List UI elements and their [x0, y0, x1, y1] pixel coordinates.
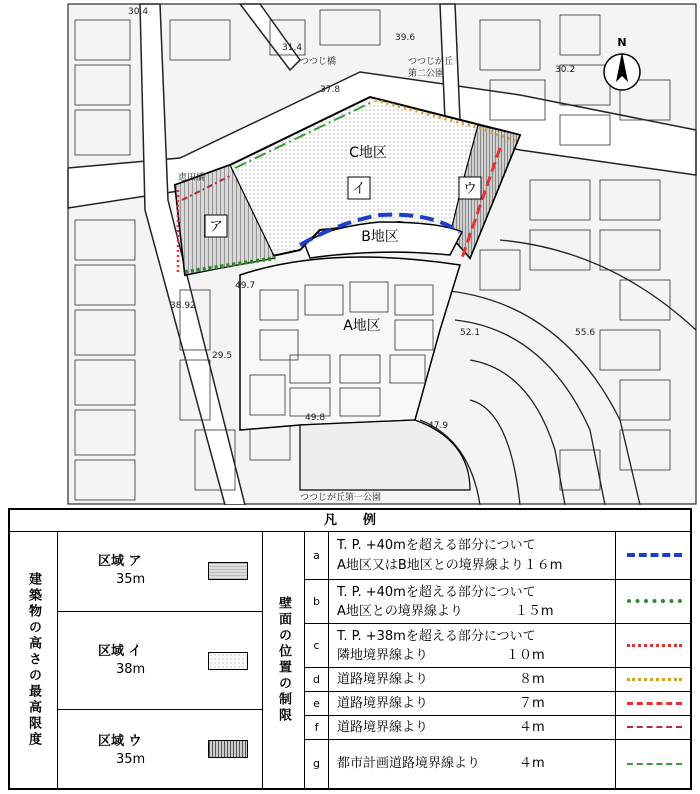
- rule-row: [305, 624, 690, 668]
- map-label: 55.6: [575, 328, 596, 338]
- rule-row: [305, 532, 690, 580]
- rule-key: g: [305, 740, 329, 788]
- zone-height: 35m: [116, 752, 146, 767]
- map-label: 37.8: [320, 85, 341, 95]
- c-district-label: C地区: [349, 145, 387, 161]
- map-label: 38.92: [170, 301, 196, 311]
- line-f-sample: [627, 726, 682, 728]
- rule-row: [305, 740, 690, 788]
- height-heading: 建築物の高さの最高限度: [26, 572, 41, 748]
- line-e-sample: [627, 702, 682, 705]
- line-a-sample: [627, 553, 682, 557]
- rule-row: [305, 668, 690, 692]
- b-district-label: B地区: [361, 229, 399, 245]
- rule-line1: 道路境界線より ７m: [337, 696, 545, 711]
- map-label: 31.4: [282, 43, 303, 53]
- rule-line2: A地区又はB地区との境界線より１６m: [337, 558, 563, 573]
- svg-text:N: N: [617, 36, 627, 49]
- map-label: 49.7: [235, 281, 256, 291]
- line-c-sample: [627, 644, 682, 647]
- rule-row: [305, 580, 690, 624]
- wall-heading: 壁面の位置の制限: [276, 596, 291, 724]
- line-d-sample: [627, 678, 682, 681]
- rule-line1: T. P. +40mを超える部分について: [337, 585, 536, 600]
- rule-key: d: [305, 668, 329, 692]
- map-label: 52.1: [460, 328, 481, 338]
- rule-key: f: [305, 716, 329, 740]
- zone-i-swatch: [208, 652, 248, 670]
- rule-line2: 隣地境界線より １０m: [337, 648, 545, 663]
- zone-height: 38m: [116, 662, 146, 677]
- rule-line1: T. P. +38mを超える部分について: [337, 629, 536, 644]
- map-label: 第二公園: [408, 69, 445, 79]
- rule-row: [305, 716, 690, 740]
- map-label: 49.8: [305, 413, 326, 423]
- zone-height: 35m: [116, 572, 146, 587]
- map-label: つつじ橋: [300, 57, 337, 67]
- rule-list: [305, 532, 690, 788]
- zone-name: 区域 ア: [98, 554, 142, 569]
- zone-u-swatch: [208, 740, 248, 758]
- rule-key: b: [305, 580, 329, 624]
- map-label: 恵田橋: [178, 173, 206, 183]
- line-g-sample: [627, 763, 682, 765]
- rule-line1: 都市計画道路境界線より ４m: [337, 756, 545, 771]
- zone-i-label: イ: [352, 181, 366, 197]
- zone-a-swatch: [208, 562, 248, 580]
- rule-line1: 道路境界線より ８m: [337, 672, 545, 687]
- zone-a-label: ア: [209, 219, 223, 235]
- rule-key: e: [305, 692, 329, 716]
- map-label: 29.5: [212, 351, 233, 361]
- rule-key: c: [305, 624, 329, 668]
- rule-row: [305, 692, 690, 716]
- a-district-label: A地区: [343, 318, 381, 334]
- map-label: 47.9: [428, 421, 449, 431]
- map-label: 30.4: [128, 7, 149, 17]
- map-label: つつじが丘第一公園: [300, 493, 382, 503]
- legend: [8, 508, 692, 790]
- legend-title: 凡 例: [10, 510, 690, 532]
- line-b-sample: [627, 599, 682, 603]
- zone-u-label: ウ: [463, 181, 477, 197]
- map-label: 30.2: [555, 65, 576, 75]
- zone-list: [58, 532, 263, 788]
- rule-line1: T. P. +40mを超える部分について: [337, 538, 536, 553]
- zone-name: 区域 イ: [98, 644, 142, 659]
- rule-key: a: [305, 532, 329, 580]
- rule-line1: 道路境界線より ４m: [337, 720, 545, 735]
- zone-name: 区域 ウ: [98, 734, 142, 749]
- map-label: つつじが丘: [408, 57, 454, 67]
- map-label: 39.6: [395, 33, 416, 43]
- rule-line2: A地区との境界線より １５m: [337, 604, 554, 619]
